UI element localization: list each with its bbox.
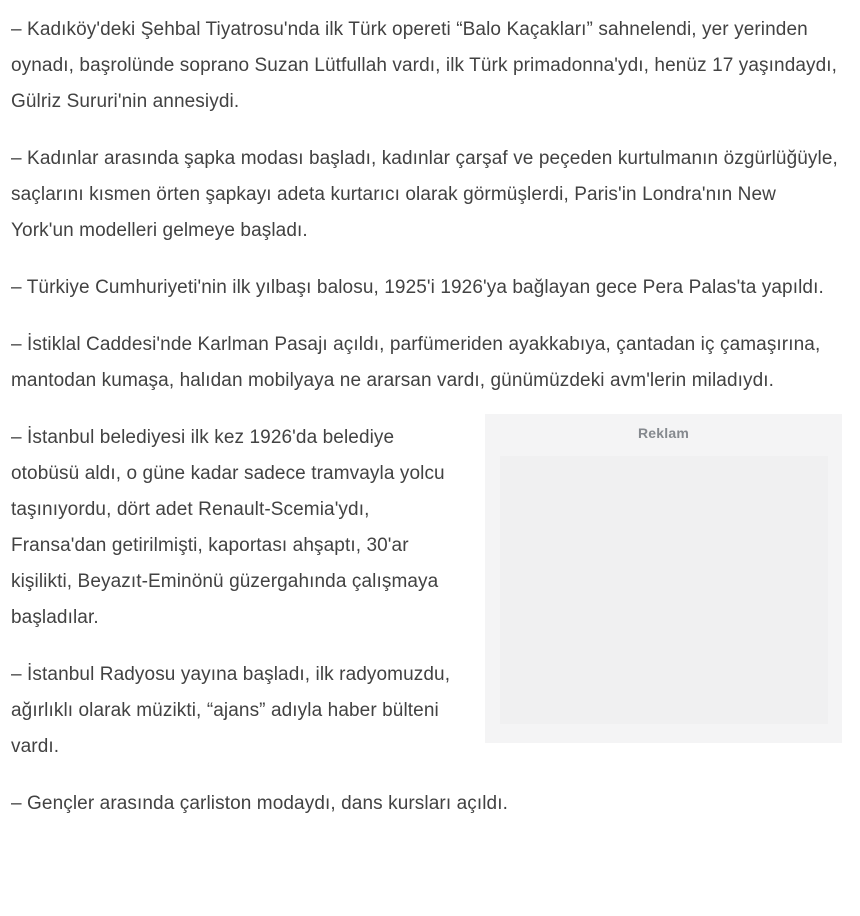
paragraph-municipal-buses: – İstanbul belediyesi ilk kez 1926'da belediye otobüsü aldı, o güne kadar sadece tramvayla yolcu taşınıyordu, dört adet Renault-Scemia'ydı, Fransa'dan getirilmişti, kaportası ahşaptı, 30'ar kişilikti, Beyazıt-Eminönü güzergahında çalışmaya başladılar.	[11, 427, 445, 628]
ad-container	[485, 414, 842, 743]
paragraph-opera: – Kadıköy'deki Şehbal Tiyatrosu'nda ilk Türk opereti “Balo Kaçakları” sahnelendi, yer yerinden oynadı, başrolünde soprano Suzan Lütfullah vardı, ilk Türk primadonna'ydı, henüz 17 yaşındaydı, Gülriz Sururi'nin annesiydi.	[11, 19, 838, 112]
paragraph-karlman-passage: – İstiklal Caddesi'nde Karlman Pasajı açıldı, parfümeriden ayakkabıya, çantadan iç çamaşırına, mantodan kumaşa, halıdan mobilyaya ne ararsan vardı, günümüzdeki avm'lerin miladıydı.	[11, 334, 821, 391]
ad-slot[interactable]	[500, 456, 828, 724]
paragraph-charleston: – Gençler arasında çarliston modaydı, dans kursları açıldı.	[11, 793, 508, 814]
paragraph-new-year-ball: – Türkiye Cumhuriyeti'nin ilk yılbaşı balosu, 1925'i 1926'ya bağlayan gece Pera Palas'ta yapıldı.	[11, 277, 824, 298]
ad-label: Reklam	[637, 425, 689, 441]
paragraph-hat-fashion: – Kadınlar arasında şapka modası başladı, kadınlar çarşaf ve peçeden kurtulmanın özgürlüğüyle, saçlarını kısmen örten şapkayı adeta kurtarıcı olarak görmüşlerdi, Paris'in Londra'nın New York'un modelleri gelmeye başladı.	[11, 148, 838, 241]
paragraph-istanbul-radio: – İstanbul Radyosu yayına başladı, ilk radyomuzdu, ağırlıklı olarak müzikti, “ajans” adıyla haber bülteni vardı.	[11, 664, 451, 757]
